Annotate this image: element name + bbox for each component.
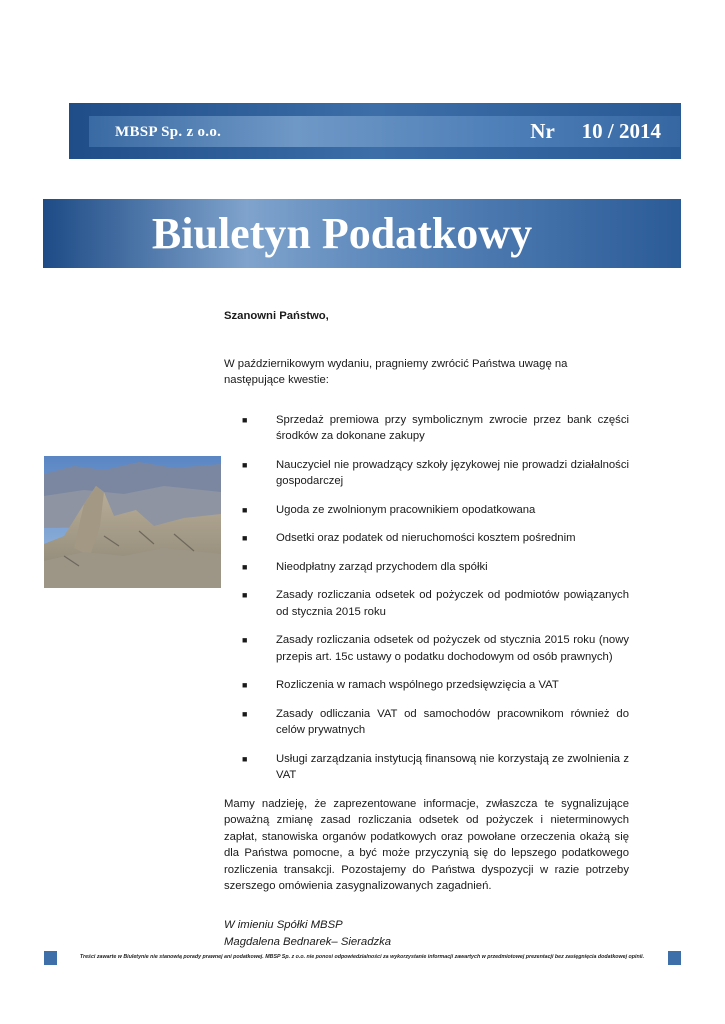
list-item: [224, 587, 629, 620]
list-item-text: Ugoda ze zwolnionym pracownikiem opodatkowana: [276, 503, 536, 516]
bullet-square-icon: ■: [242, 504, 248, 515]
list-item: [224, 502, 629, 519]
signature-line-2: Magdalena Bednarek– Sieradzka: [224, 935, 392, 948]
list-item-text: Zasady rozliczania odsetek od pożyczek od podmiotów powiązanych od stycznia 2015 roku: [276, 589, 629, 618]
bullet-square-icon: ■: [242, 561, 248, 572]
page-title: Biuletyn Podatkowy: [151, 209, 533, 258]
list-item-text: Rozliczenia w ramach wspólnego przedsięwzięcia a VAT: [276, 679, 559, 691]
issue-value: 10 / 2014: [581, 119, 661, 143]
list-item-text: Zasady rozliczania odsetek od pożyczek od stycznia 2015 roku (nowy przepis art. 15c ustawy o podatku dochodowym od osób prawnych): [276, 634, 629, 663]
bullet-square-icon: ■: [242, 414, 248, 425]
list-item: [224, 751, 629, 784]
bullet-square-icon: ■: [242, 590, 248, 600]
list-item-text: Zasady odliczania VAT od samochodów pracownikom również do celów prywatnych: [276, 707, 629, 736]
list-item-text: Sprzedaż premiowa przy symbolicznym zwrocie przez bank części środków za dokonane zakupy: [276, 413, 629, 442]
company-name: MBSP Sp. z o.o.: [115, 124, 222, 140]
list-item-text: Odsetki oraz podatek od nieruchomości kosztem pośrednim: [276, 532, 576, 544]
signature-line-1: W imieniu Spółki MBSP: [224, 918, 343, 931]
bullet-square-icon: ■: [242, 533, 248, 543]
list-item-text: Nauczyciel nie prowadzący szkoły językowej nie prowadzi działalności gospodarczej: [276, 458, 629, 487]
list-item: [224, 677, 629, 694]
list-item: [224, 457, 629, 490]
closing-paragraph: Mamy nadzieję, że zaprezentowane informacje, zwłaszcza te sygnalizujące poważną zmianę zasad rozliczania odsetek od pożyczek i nieterminowych zapłat, stanowiska organów podatkowych oraz powołane orzeczenia okażą się dla Państwa pomocne, a być może przyczynią się do lepszego podatkowego rozliczenia transakcji. Pozostajemy do Państwa dyspozycji w razie potrzeby szerszego omówienia zasygnalizowanych zagadnień.: [224, 797, 629, 892]
footer-disclaimer: Treści zawarte w Biuletynie nie stanowią porady prawnej ani podatkowej. MBSP Sp. z o.o. nie ponosi odpowiedzialności za wykorzystanie informacji zawartych w przedmiotowej prezentacji bez zasięgnięcia dodatkowej opinii.: [79, 954, 645, 960]
intro-text: W październikowym wydaniu, pragniemy zwrócić Państwa uwagę na następujące kwestie:: [224, 357, 568, 386]
list-item: [224, 559, 629, 576]
issue-prefix: Nr: [530, 119, 555, 143]
list-item-text: Usługi zarządzania instytucją finansową nie korzystają ze zwolnienia z VAT: [276, 752, 629, 781]
bullet-square-icon: ■: [242, 753, 248, 764]
footer-square-left: [44, 951, 57, 965]
topics-list: [224, 412, 629, 784]
issue-number: [524, 119, 661, 144]
list-item: [224, 632, 629, 665]
bullet-square-icon: ■: [242, 459, 248, 470]
bullet-square-icon: ■: [242, 708, 248, 719]
list-item-text: Nieodpłatny zarząd przychodem dla spółki: [276, 560, 488, 573]
footer-square-right: [668, 951, 681, 965]
list-item: [224, 706, 629, 739]
landscape-photo: [44, 456, 221, 588]
greeting: Szanowni Państwo,: [224, 310, 329, 322]
list-item: [224, 530, 629, 547]
list-item: [224, 412, 629, 445]
bullet-square-icon: ■: [242, 680, 248, 690]
bullet-square-icon: ■: [242, 635, 248, 645]
letter-body: [224, 308, 629, 951]
signature: [224, 917, 629, 951]
